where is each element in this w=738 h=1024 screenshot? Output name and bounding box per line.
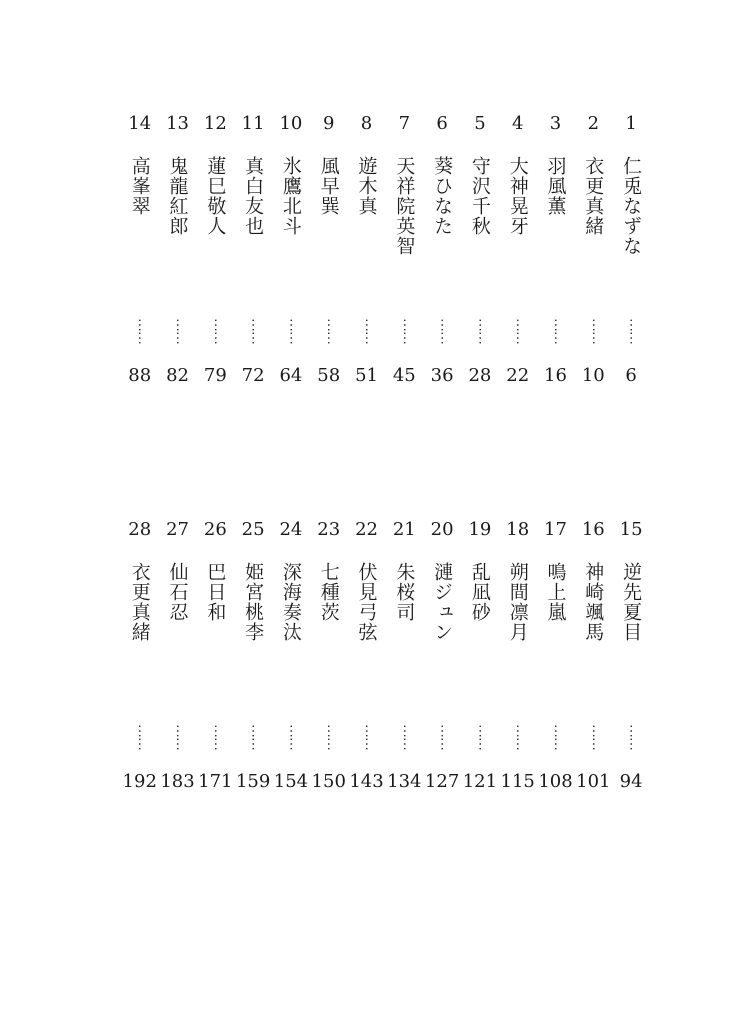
toc-entry[interactable]	[196, 518, 234, 794]
entry-name: 神崎颯馬	[582, 562, 605, 642]
entry-name: 七種茨	[317, 562, 340, 622]
toc-entry[interactable]	[499, 518, 537, 794]
dot-leader: ⋯⋯	[282, 318, 299, 344]
page-number: 58	[317, 365, 341, 386]
toc-entry[interactable]	[574, 518, 612, 794]
dot-leader: ⋯⋯	[623, 318, 640, 344]
entry-name: 深海奏汰	[279, 562, 302, 642]
entry-number: 23	[317, 519, 341, 540]
page-number: 154	[273, 771, 309, 792]
page-number: 143	[349, 771, 384, 792]
entry-name: 守沢千秋	[468, 156, 491, 236]
page-number: 183	[160, 771, 195, 792]
entry-number: 14	[128, 113, 152, 134]
page-number: 94	[619, 771, 643, 792]
entry-number: 11	[241, 113, 265, 134]
entry-number: 25	[241, 519, 265, 540]
entry-number: 12	[203, 113, 227, 134]
toc-entry[interactable]	[385, 518, 423, 794]
entry-name: 氷鷹北斗	[279, 156, 302, 236]
toc-block-top	[120, 112, 650, 388]
toc-entry[interactable]	[461, 112, 499, 388]
toc-entry[interactable]	[423, 518, 461, 794]
page-number: 150	[311, 771, 346, 792]
entry-number: 21	[392, 519, 416, 540]
dot-leader: ⋯⋯	[207, 724, 224, 750]
dot-leader: ⋯⋯	[547, 318, 564, 344]
page-number: 64	[279, 365, 303, 386]
toc-entry[interactable]	[196, 112, 234, 388]
toc-entry[interactable]	[234, 518, 272, 794]
entry-name: 伏見弓弦	[355, 562, 378, 642]
page-number: 28	[468, 365, 492, 386]
dot-leader: ⋯⋯	[471, 724, 488, 750]
entry-number: 22	[355, 519, 378, 540]
entry-name: 漣ジュン	[431, 562, 454, 642]
toc-entry[interactable]	[310, 518, 348, 794]
entry-number: 1	[625, 113, 637, 134]
entry-name: 蓮巳敬人	[204, 156, 227, 236]
toc-entry[interactable]	[310, 112, 348, 388]
dot-leader: ⋯⋯	[509, 724, 526, 750]
page-number: 88	[128, 365, 152, 386]
dot-leader: ⋯⋯	[131, 724, 148, 750]
entry-name: 朔間凛月	[506, 562, 529, 642]
toc-entry[interactable]	[159, 518, 197, 794]
toc-entry[interactable]	[537, 518, 575, 794]
entry-number: 4	[511, 113, 524, 134]
page-number: 115	[500, 771, 535, 792]
entry-number: 7	[398, 113, 411, 134]
toc-entry[interactable]	[121, 112, 159, 388]
dot-leader: ⋯⋯	[623, 724, 640, 750]
entry-name: 仙石忍	[166, 562, 189, 622]
toc-entry[interactable]	[272, 518, 310, 794]
toc-entry[interactable]	[272, 112, 310, 388]
dot-leader: ⋯⋯	[396, 724, 413, 750]
page-number: 159	[235, 771, 271, 792]
dot-leader: ⋯⋯	[396, 318, 413, 344]
dot-leader: ⋯⋯	[585, 318, 602, 344]
entry-name: 高峯翠	[128, 156, 151, 216]
toc-entry[interactable]	[499, 112, 537, 388]
toc-entry[interactable]	[234, 112, 272, 388]
page-number: 108	[538, 771, 573, 792]
entry-name: 葵ひなた	[431, 156, 454, 236]
entry-name: 仁兎なずな	[620, 156, 643, 256]
entry-name: 衣更真緒	[582, 156, 605, 236]
dot-leader: ⋯⋯	[320, 318, 337, 344]
toc-entry[interactable]	[385, 112, 423, 388]
entry-number: 19	[468, 519, 492, 540]
entry-name: 逆先夏目	[620, 562, 643, 642]
page-number: 10	[581, 365, 605, 386]
entry-name: 天祥院英智	[393, 156, 416, 256]
entry-number: 9	[323, 113, 335, 134]
dot-leader: ⋯⋯	[509, 318, 526, 344]
entry-name: 真白友也	[242, 156, 265, 236]
toc-entry[interactable]	[612, 518, 650, 794]
dot-leader: ⋯⋯	[320, 724, 337, 750]
page-number: 127	[424, 771, 460, 792]
page-number: 6	[625, 365, 637, 386]
entry-number: 10	[279, 113, 303, 134]
page-number: 82	[166, 365, 189, 386]
page-number: 121	[462, 771, 498, 792]
entry-number: 28	[128, 519, 152, 540]
entry-name: 姫宮桃李	[242, 562, 265, 642]
entry-number: 13	[166, 113, 189, 134]
dot-leader: ⋯⋯	[585, 724, 602, 750]
entry-number: 6	[436, 113, 448, 134]
entry-number: 18	[506, 519, 530, 540]
entry-name: 衣更真緒	[128, 562, 151, 642]
page-number: 171	[198, 771, 233, 792]
dot-leader: ⋯⋯	[434, 724, 451, 750]
entry-name: 鳴上嵐	[544, 562, 567, 622]
toc-entry[interactable]	[612, 112, 650, 388]
entry-number: 27	[166, 519, 189, 540]
toc-block-bottom	[120, 518, 650, 794]
dot-leader: ⋯⋯	[131, 318, 148, 344]
entry-name: 風早巽	[317, 156, 340, 216]
page-number: 101	[576, 771, 611, 792]
entry-number: 15	[619, 519, 643, 540]
entry-number: 8	[360, 113, 373, 134]
dot-leader: ⋯⋯	[207, 318, 224, 344]
entry-number: 26	[203, 519, 227, 540]
page-number: 36	[430, 365, 454, 386]
toc-entry[interactable]	[537, 112, 575, 388]
toc-entry[interactable]	[348, 112, 386, 388]
entry-number: 3	[549, 113, 562, 134]
page-number: 22	[506, 365, 530, 386]
page-number: 134	[387, 771, 422, 792]
dot-leader: ⋯⋯	[434, 318, 451, 344]
entry-name: 巴日和	[204, 562, 227, 622]
page-number: 16	[544, 365, 567, 386]
page-number: 51	[355, 365, 378, 386]
dot-leader: ⋯⋯	[169, 318, 186, 344]
toc-entry[interactable]	[348, 518, 386, 794]
toc-entry[interactable]	[574, 112, 612, 388]
toc-entry[interactable]	[121, 518, 159, 794]
entry-name: 遊木真	[355, 156, 378, 216]
entry-number: 17	[544, 519, 567, 540]
dot-leader: ⋯⋯	[358, 724, 375, 750]
entry-name: 乱凪砂	[468, 562, 491, 622]
toc-entry[interactable]	[461, 518, 499, 794]
page-number: 72	[241, 365, 265, 386]
page-number: 192	[122, 771, 157, 792]
dot-leader: ⋯⋯	[471, 318, 488, 344]
entry-number: 20	[430, 519, 454, 540]
entry-name: 朱桜司	[393, 562, 416, 622]
toc-entry[interactable]	[423, 112, 461, 388]
dot-leader: ⋯⋯	[245, 318, 262, 344]
toc-entry[interactable]	[159, 112, 197, 388]
dot-leader: ⋯⋯	[169, 724, 186, 750]
dot-leader: ⋯⋯	[547, 724, 564, 750]
dot-leader: ⋯⋯	[358, 318, 375, 344]
dot-leader: ⋯⋯	[245, 724, 262, 750]
entry-name: 鬼龍紅郎	[166, 156, 189, 236]
page-number: 45	[392, 365, 416, 386]
entry-name: 大神晃牙	[506, 156, 529, 236]
entry-name: 羽風薫	[544, 156, 567, 216]
entry-number: 24	[279, 519, 303, 540]
entry-number: 5	[474, 113, 486, 134]
page-number: 79	[203, 365, 227, 386]
entry-number: 2	[587, 113, 600, 134]
dot-leader: ⋯⋯	[282, 724, 299, 750]
entry-number: 16	[581, 519, 605, 540]
